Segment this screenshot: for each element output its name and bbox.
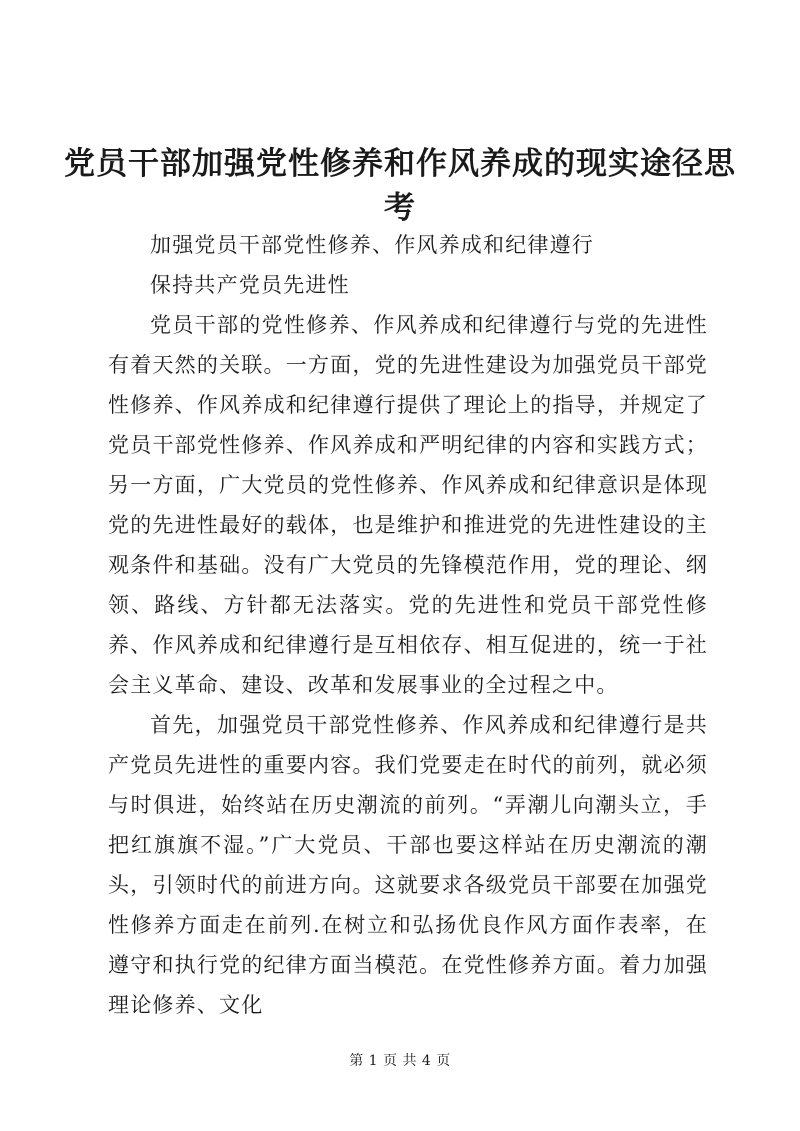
paragraph-body-1: 党员干部的党性修养、作风养成和纪律遵行与党的先进性有着天然的关联。一方面，党的先进性建设为加强党员干部党性修养、作风养成和纪律遵行提供了理论上的指导，并规定了党员干部党性修养、作风养成和严明纪律的内容和实践方式；另一方面，广大党员的党性修养、作风养成和纪律意识是体现党的先进性最好的载体，也是维护和推进党的先进性建设的主观条件和基础。没有广大党员的先锋模范作用，党的理论、纲领、路线、方针都无法落实。党的先进性和党员干部党性修养、作风养成和纪律遵行是互相依存、相互促进的，统一于社会主义革命、建设、改革和发展事业的全过程之中。 bbox=[108, 313, 708, 697]
paragraph-subtitle-2: 保持共产党员先进性 bbox=[150, 273, 350, 297]
page-footer: 第 1 页 共 4 页 bbox=[349, 1053, 451, 1069]
document-title: 党员干部加强党性修养和作风养成的现实途径思考 bbox=[64, 146, 736, 226]
paragraph-body-2: 首先，加强党员干部党性修养、作风养成和纪律遵行是共产党员先进性的重要内容。我们党要走在时代的前列，就必须与时俱进，始终站在历史潮流的前列。“弄潮儿向潮头立，手把红旗旗不湿。”广大党员、干部也要这样站在历史潮流的潮头，引领时代的前进方向。这就要求各级党员干部要在加强党性修养方面走在前列.在树立和弘扬优良作风方面作表率，在遵守和执行党的纪律方面当模范。在党性修养方面。着力加强理论修养、文化 bbox=[108, 713, 708, 1017]
document-body bbox=[108, 225, 708, 1025]
paragraph-subtitle-1: 加强党员干部党性修养、作风养成和纪律遵行 bbox=[150, 233, 594, 257]
